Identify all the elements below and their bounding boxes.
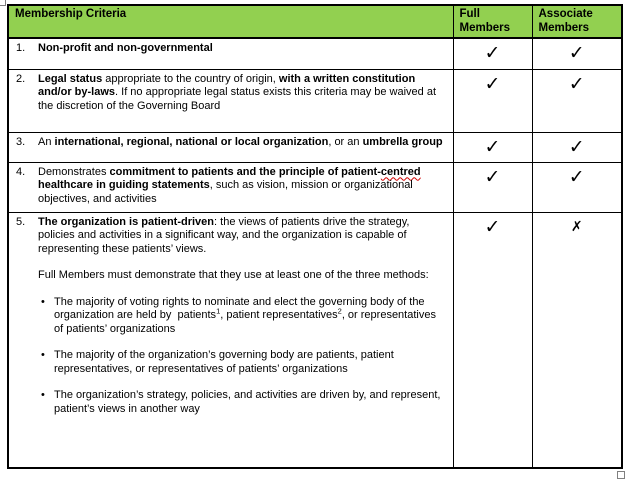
criteria-number: 2. <box>16 72 26 85</box>
full-members-cell <box>453 132 532 162</box>
full-members-cell <box>453 38 532 69</box>
membership-criteria-table <box>7 4 623 469</box>
text-segment: Non-profit and non-governmental <box>38 42 213 54</box>
full-members-cell <box>453 212 532 468</box>
criteria-cell <box>8 132 453 162</box>
criteria-cell <box>8 162 453 212</box>
criteria-paragraph <box>38 269 445 283</box>
bullet-text <box>54 296 445 337</box>
associate-members-cell <box>532 38 622 69</box>
criteria-cell <box>8 38 453 69</box>
criteria-paragraph <box>38 136 445 150</box>
criteria-cell <box>8 212 453 468</box>
associate-members-cell <box>532 162 622 212</box>
table-resize-handle-bottom-right[interactable] <box>617 471 625 479</box>
check-mark-icon: ✓ <box>568 72 585 95</box>
header-associate-members: Associate Members <box>532 5 622 38</box>
text-segment: umbrella group <box>362 135 443 148</box>
text-segment: Full Members must demonstrate that they use at least one of the three methods: <box>38 269 429 281</box>
criteria-rows <box>8 38 622 468</box>
header-membership-criteria: Membership Criteria <box>8 5 453 38</box>
text-segment: healthcare in guiding statements <box>38 179 210 191</box>
criteria-number: 3. <box>16 135 26 148</box>
full-members-cell <box>453 162 532 212</box>
criteria-number: 4. <box>16 165 26 178</box>
criteria-paragraph <box>38 166 445 207</box>
text-segment: , such as vision, mission or organizational objectives, and activities <box>38 179 413 205</box>
text-segment: Legal status <box>38 72 103 85</box>
text-segment: The organization’s strategy, policies, and activities are driven by, and represent, patient’s views in another way <box>54 389 441 415</box>
check-mark-icon: ✓ <box>568 42 585 64</box>
bullet-text <box>54 389 445 416</box>
footnote-reference: 1 <box>216 306 221 316</box>
criteria-row <box>8 212 622 468</box>
associate-members-cell <box>532 212 622 468</box>
criteria-row <box>8 132 622 162</box>
text-segment: , or representatives of patients’ organizations <box>54 309 436 335</box>
check-mark-icon: ✓ <box>484 135 501 158</box>
bullet-marker-icon: • <box>41 389 45 401</box>
text-segment: . If no appropriate legal status exists this criteria may be waived at the discretion of the Governing Board <box>38 86 437 112</box>
criteria-number: 1. <box>16 42 26 54</box>
bullet-item <box>41 349 445 376</box>
check-mark-icon: ✓ <box>484 215 501 238</box>
footnote-reference: 2 <box>337 306 342 316</box>
criteria-row <box>8 162 622 212</box>
full-members-cell <box>453 69 532 132</box>
bullet-marker-icon: • <box>41 349 45 361</box>
header-full-members: Full Members <box>453 5 532 38</box>
bullet-text <box>54 349 445 376</box>
check-mark-icon: ✓ <box>484 42 501 64</box>
associate-members-cell <box>532 132 622 162</box>
criteria-cell <box>8 69 453 132</box>
check-mark-icon: ✓ <box>484 72 501 95</box>
text-segment: The organization is patient-driven <box>38 215 215 228</box>
misspelled-word: centred <box>380 165 421 178</box>
header-row <box>8 5 622 38</box>
text-segment: , patient representatives <box>220 309 338 321</box>
text-segment: An <box>38 135 55 148</box>
criteria-paragraph <box>38 42 445 56</box>
associate-members-cell <box>532 69 622 132</box>
criteria-number: 5. <box>16 215 26 228</box>
check-mark-icon: ✓ <box>484 165 501 188</box>
criteria-row <box>8 69 622 132</box>
check-mark-icon: ✓ <box>568 135 585 158</box>
bullet-marker-icon: • <box>41 295 45 308</box>
text-segment: The majority of voting rights to nominate and elect the governing body of the organization are held by patients <box>54 295 425 321</box>
table-resize-handle-top-left[interactable] <box>0 0 6 6</box>
text-segment: The majority of the organization’s governing body are patients, patient representatives, or representatives of patients’ organizations <box>54 349 394 375</box>
text-segment: appropriate to the country of origin, <box>102 72 279 85</box>
cross-mark-icon: ✗ <box>570 218 583 235</box>
check-mark-icon: ✓ <box>568 165 585 188</box>
text-segment: with a written constitution and/or by-laws <box>38 72 416 98</box>
text-segment: commitment to patients and the principle of patient- <box>109 165 381 178</box>
text-segment: international, regional, national or local organization <box>54 135 329 148</box>
criteria-paragraph <box>38 73 445 114</box>
bullet-item <box>41 389 445 416</box>
criteria-paragraph <box>38 216 445 257</box>
criteria-row <box>8 38 622 69</box>
text-segment: , or an <box>328 135 363 148</box>
text-segment: Demonstrates <box>38 165 110 178</box>
bullet-item <box>41 296 445 337</box>
text-segment: : the views of patients drive the strategy, policies and activities in a significant way, and the organization is capable of representing these patients’ views. <box>38 215 410 255</box>
